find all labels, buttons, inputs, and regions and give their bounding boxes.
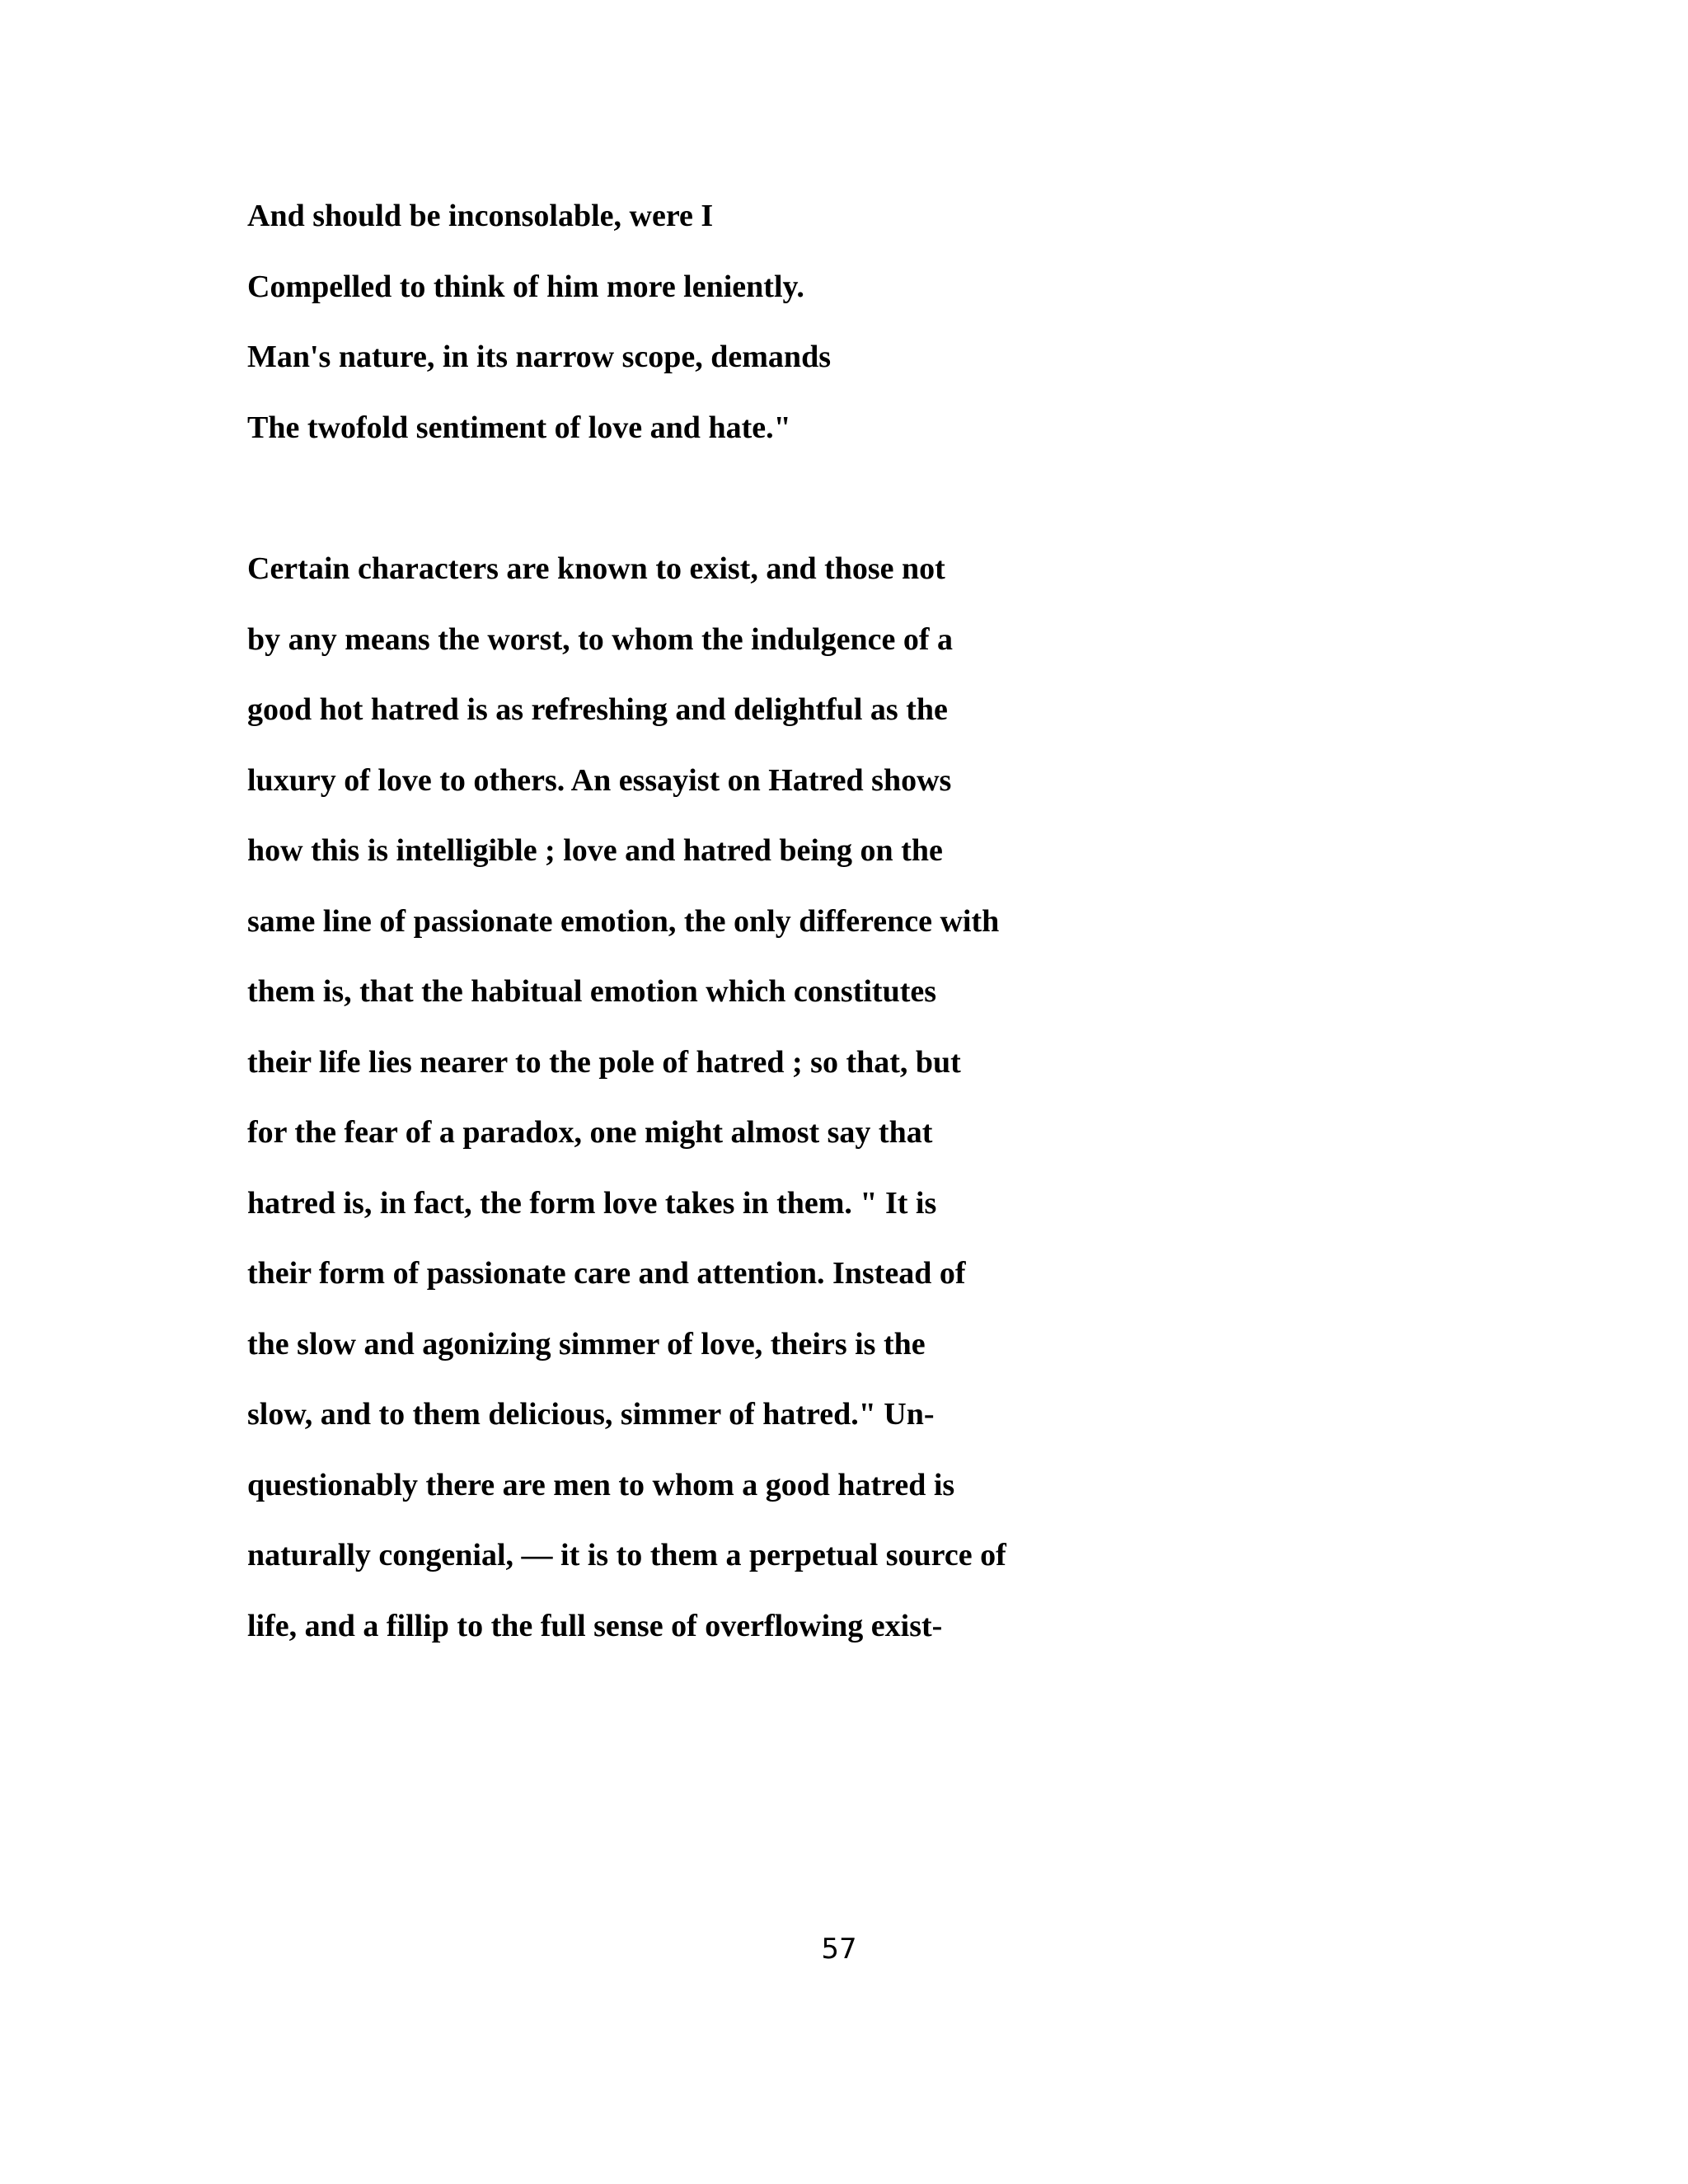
paragraph-line: questionably there are men to whom a good hatred is: [247, 1467, 955, 1502]
paragraph-line: slow, and to them delicious, simmer of hatred." Un-: [247, 1397, 935, 1432]
paragraph-line: their form of passionate care and attention. Instead of: [247, 1256, 966, 1291]
verse-quotation: [247, 191, 831, 473]
page-number: 57: [821, 1933, 857, 1966]
paragraph-line: Certain characters are known to exist, and those not: [247, 551, 945, 586]
verse-line: The twofold sentiment of love and hate.": [247, 410, 791, 445]
paragraph-line: by any means the worst, to whom the indulgence of a: [247, 621, 954, 657]
paragraph-line: luxury of love to others. An essayist on Hatred shows: [247, 762, 952, 798]
paragraph-line: naturally congenial, — it is to them a perpetual source of: [247, 1538, 1006, 1572]
paragraph-line: the slow and agonizing simmer of love, theirs is the: [247, 1326, 926, 1361]
paragraph-line: them is, that the habitual emotion which constitutes: [247, 974, 937, 1009]
paragraph-line: good hot hatred is as refreshing and delightful as the: [247, 692, 948, 727]
paragraph-line: hatred is, in fact, the form love takes in them. " It is: [247, 1185, 937, 1221]
verse-line: And should be inconsolable, were I: [247, 199, 714, 233]
verse-line: Man's nature, in its narrow scope, demands: [247, 340, 831, 374]
paragraph-line: life, and a fillip to the full sense of overflowing exist-: [247, 1608, 943, 1643]
verse-line: Compelled to think of him more leniently.: [247, 269, 804, 304]
paragraph-line: same line of passionate emotion, the only difference with: [247, 903, 1000, 939]
body-paragraph: [247, 544, 1006, 1671]
paragraph-line: their life lies nearer to the pole of hatred ; so that, but: [247, 1044, 961, 1080]
paragraph-line: for the fear of a paradox, one might almost say that: [247, 1115, 933, 1150]
paragraph-line: how this is intelligible ; love and hatred being on the: [247, 833, 943, 868]
